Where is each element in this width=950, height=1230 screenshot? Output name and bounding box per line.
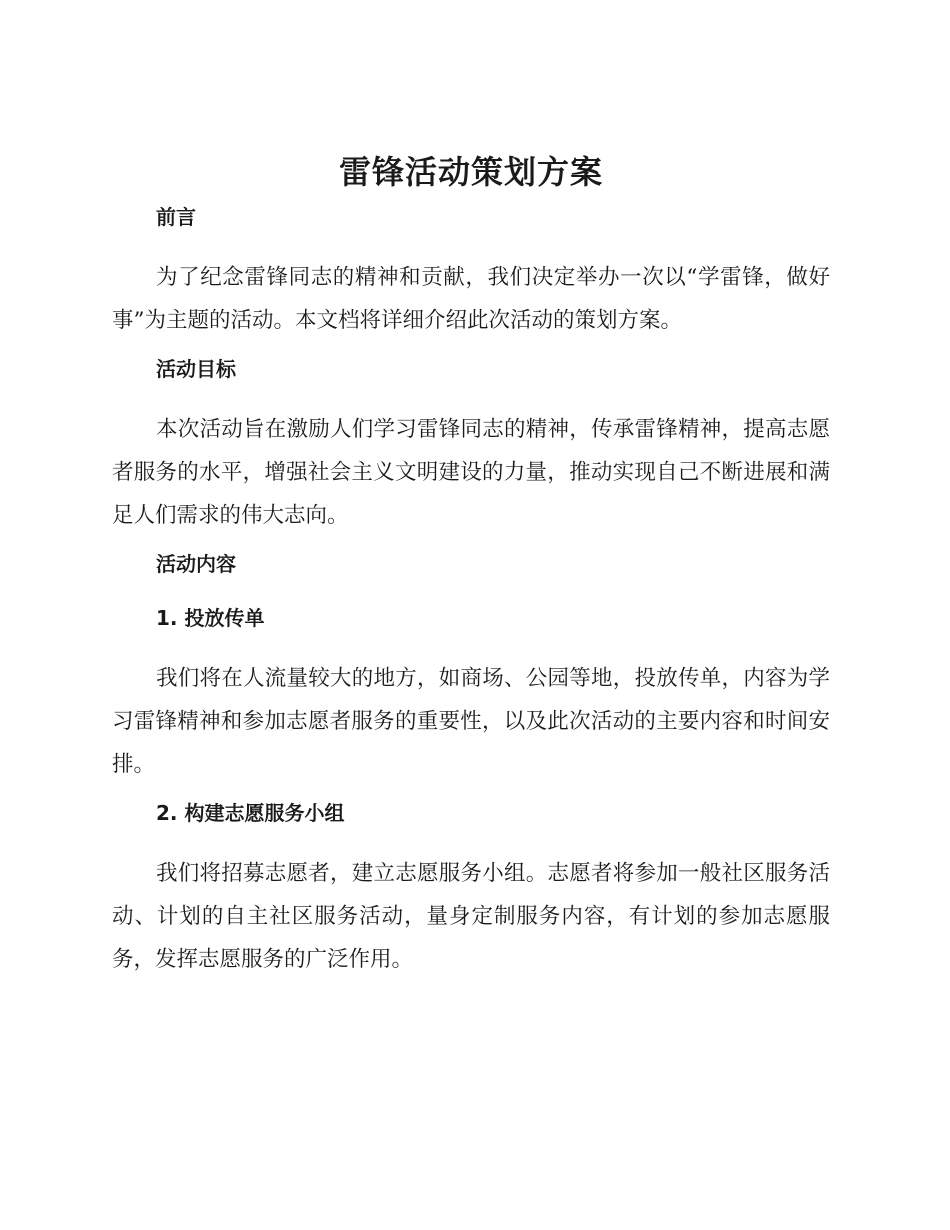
section-heading-content: 活动内容 xyxy=(156,552,236,576)
paragraph-preface: 为了纪念雷锋同志的精神和贡献，我们决定举办一次以“学雷锋，做好事”为主题的活动。本文档将详细介绍此次活动的策划方案。 xyxy=(112,265,830,333)
section-heading-preface: 前言 xyxy=(156,205,196,229)
section-heading-item1: 1. 投放传单 xyxy=(156,606,265,630)
paragraph-item1: 我们将在人流量较大的地方，如商场、公园等地，投放传单，内容为学习雷锋精神和参加志愿者服务的重要性，以及此次活动的主要内容和时间安排。 xyxy=(112,666,830,777)
section-heading-goal: 活动目标 xyxy=(156,357,236,381)
paragraph-item2: 我们将招募志愿者，建立志愿服务小组。志愿者将参加一般社区服务活动、计划的自主社区服务活动，量身定制服务内容，有计划的参加志愿服务，发挥志愿服务的广泛作用。 xyxy=(112,861,830,972)
section-heading-item2: 2. 构建志愿服务小组 xyxy=(156,801,345,825)
paragraph-goal: 本次活动旨在激励人们学习雷锋同志的精神，传承雷锋精神，提高志愿者服务的水平，增强社会主义文明建设的力量，推动实现自己不断进展和满足人们需求的伟大志向。 xyxy=(112,417,830,528)
document-page xyxy=(112,148,830,993)
document-title: 雷锋活动策划方案 xyxy=(338,153,603,191)
